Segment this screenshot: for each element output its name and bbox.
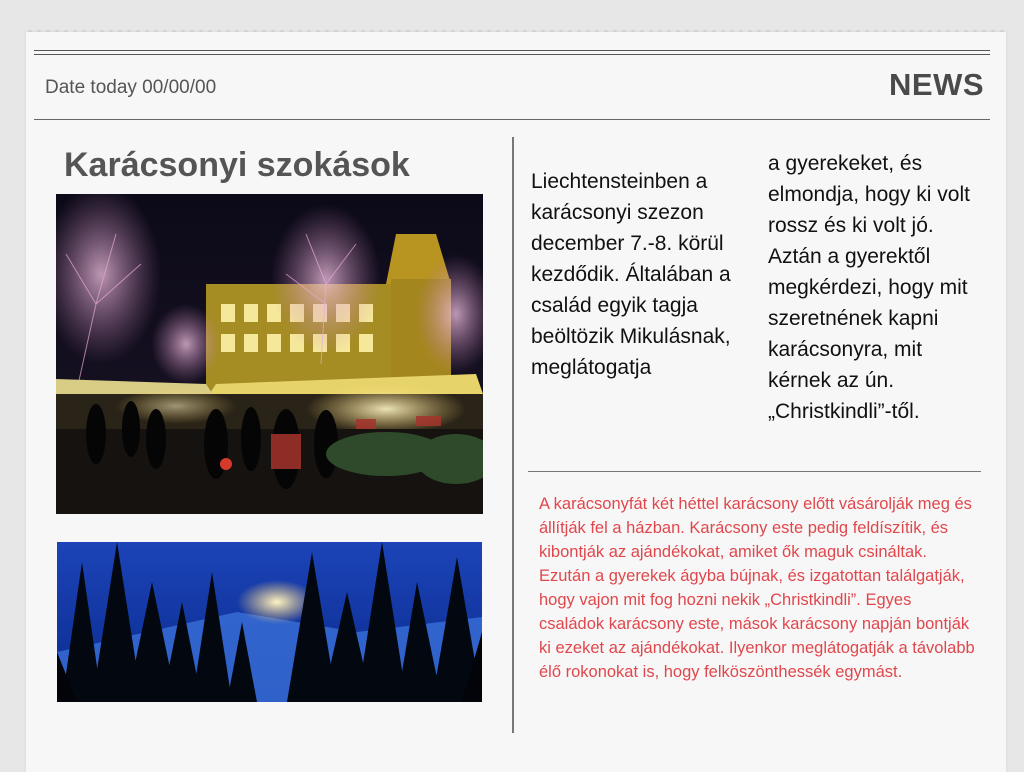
article-headline: Karácsonyi szokások <box>64 146 410 184</box>
top-double-rule-lower <box>34 54 990 55</box>
date-line: Date today 00/00/00 <box>45 77 217 98</box>
column-divider <box>512 137 514 733</box>
snowy-forest-photo <box>57 542 482 702</box>
christmas-market-photo <box>56 194 483 514</box>
header-rule <box>34 119 990 120</box>
column-separator-rule <box>528 471 981 472</box>
article-column-2: a gyerekeket, és elmondja, hogy ki volt rossz és ki volt jó. Aztán a gyerektől megkérdezi, hogy mit szeretnének kapni karácsonyra, mit kérnek az ún. „Christkindli”-től. <box>768 152 970 423</box>
masthead-title: NEWS <box>889 67 984 102</box>
article-column-1: Liechtensteinben a karácsonyi szezon december 7.-8. körül kezdődik. Általában a család egyik tagja beöltözik Mikulásnak, meglátogatja <box>531 170 731 379</box>
top-double-rule-upper <box>34 50 990 51</box>
highlight-paragraph: A karácsonyfát két héttel karácsony előtt vásárolják meg és állítják fel a házban. Karácsony este pedig feldíszítik, és kibontják az ajándékokat, amiket ők maguk csináltak. Ezután a gyerekek ágyba bújnak, és izgatottan találgatják, hogy vajon mit fog hozni nekik „Christkindli”. Egyes családok karácsony este, mások karácsony napján bontják ki ezeket az ajándékokat. Ilyenkor meglátogatják a távolabb élő rokonokat is, hogy felköszönthessék egymást. <box>539 495 975 681</box>
